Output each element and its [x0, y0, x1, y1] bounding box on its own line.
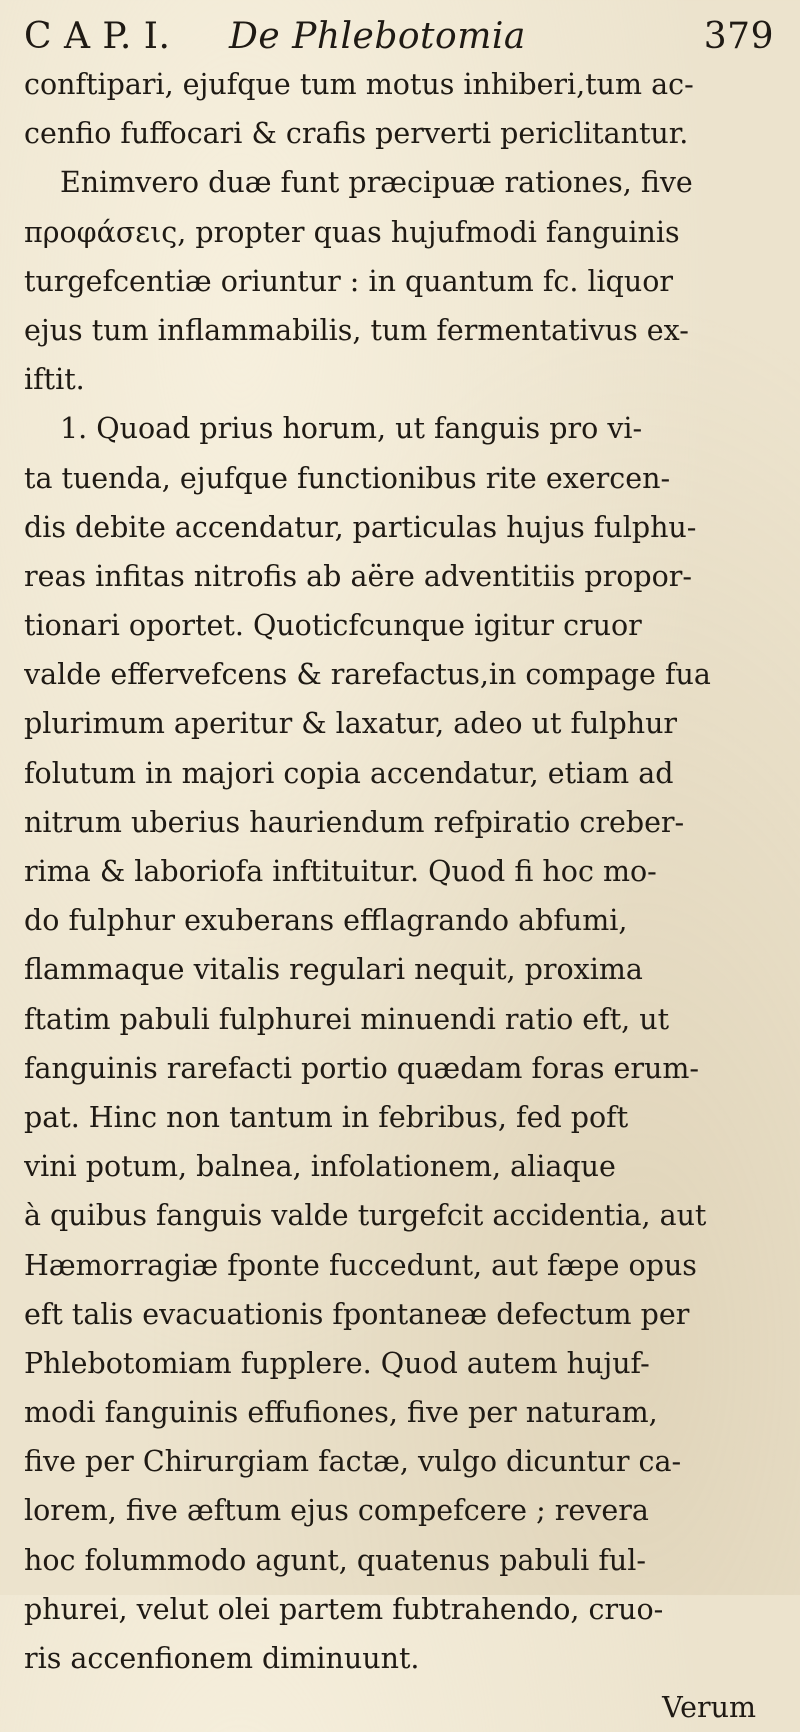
text-line: tionari oportet. Quoticfcunque igitur cruor	[24, 609, 642, 643]
catchword: Verum	[662, 1691, 756, 1725]
text-line: nitrum uberius hauriendum refpiratio creber-	[24, 805, 685, 839]
text-line: Phlebotomiam fupplere. Quod autem hujuf-	[24, 1346, 650, 1380]
text-line: ejus tum inflammabilis, tum fermentativus ex-	[24, 313, 689, 347]
chapter-heading: C A P. I.	[24, 16, 171, 57]
text-line: valde effervefcens & rarefactus,in compage fua	[24, 658, 711, 692]
text-line: plurimum aperitur & laxatur, adeo ut fulphur	[24, 707, 678, 741]
text-line: Enimvero duæ funt præcipuæ rationes, five	[60, 166, 693, 200]
text-line: ftatim pabuli fulphurei minuendi ratio eft, ut	[24, 1002, 670, 1036]
text-line: modi fanguinis effufiones, five per naturam,	[24, 1396, 658, 1430]
text-line: phurei, velut olei partem fubtrahendo, cruo-	[24, 1592, 664, 1626]
text-line: dis debite accendatur, particulas hujus fulphu-	[24, 510, 697, 544]
text-line: do fulphur exuberans efflagrando abfumi,	[24, 904, 628, 938]
text-line: rima & laboriofa inftituitur. Quod fi hoc mo-	[24, 855, 657, 888]
text-line: Hæmorragiæ fponte fuccedunt, aut fæpe opus	[24, 1248, 697, 1282]
text-line: pat. Hinc non tantum in febribus, fed poft	[24, 1100, 629, 1134]
text-line: fanguinis rarefacti portio quædam foras erum-	[24, 1051, 700, 1085]
text-line: iftit.	[24, 363, 85, 397]
text-line: turgefcentiæ oriuntur : in quantum fc. liquor	[24, 264, 674, 298]
text-line: reas infitas nitrofis ab aëre adventitiis propor-	[24, 559, 693, 593]
text-line: eft talis evacuationis fpontaneæ defectum per	[24, 1297, 690, 1331]
body-text	[24, 60, 782, 1683]
text-line: cenfio fuffocari & crafis perverti periclitantur.	[24, 117, 689, 151]
text-line: ris accenfionem diminuunt.	[24, 1642, 420, 1675]
text-line: 1. Quoad prius horum, ut fanguis pro vi-	[60, 412, 643, 446]
text-line: lorem, five æftum ejus compefcere ; revera	[24, 1494, 649, 1528]
running-title: De Phlebotomia	[229, 16, 526, 57]
text-line: folutum in majori copia accendatur, etiam ad	[24, 756, 674, 790]
text-line: five per Chirurgiam factæ, vulgo dicuntur ca-	[24, 1445, 682, 1479]
page-number: 379	[703, 16, 774, 57]
text-line: vini potum, balnea, infolationem, aliaque	[24, 1150, 616, 1184]
text-line: flammaque vitalis regulari nequit, proxima	[24, 953, 643, 987]
running-head	[24, 14, 782, 60]
text-line: ta tuenda, ejufque functionibus rite exercen-	[24, 461, 671, 495]
text-line: conftipari, ejufque tum motus inhiberi,tum ac-	[24, 68, 694, 101]
text-line: à quibus fanguis valde turgefcit accidentia, aut	[24, 1199, 707, 1233]
text-line: προφάσεις, propter quas hujufmodi fanguinis	[24, 215, 680, 249]
text-line: hoc folummodo agunt, quatenus pabuli ful-	[24, 1543, 646, 1577]
